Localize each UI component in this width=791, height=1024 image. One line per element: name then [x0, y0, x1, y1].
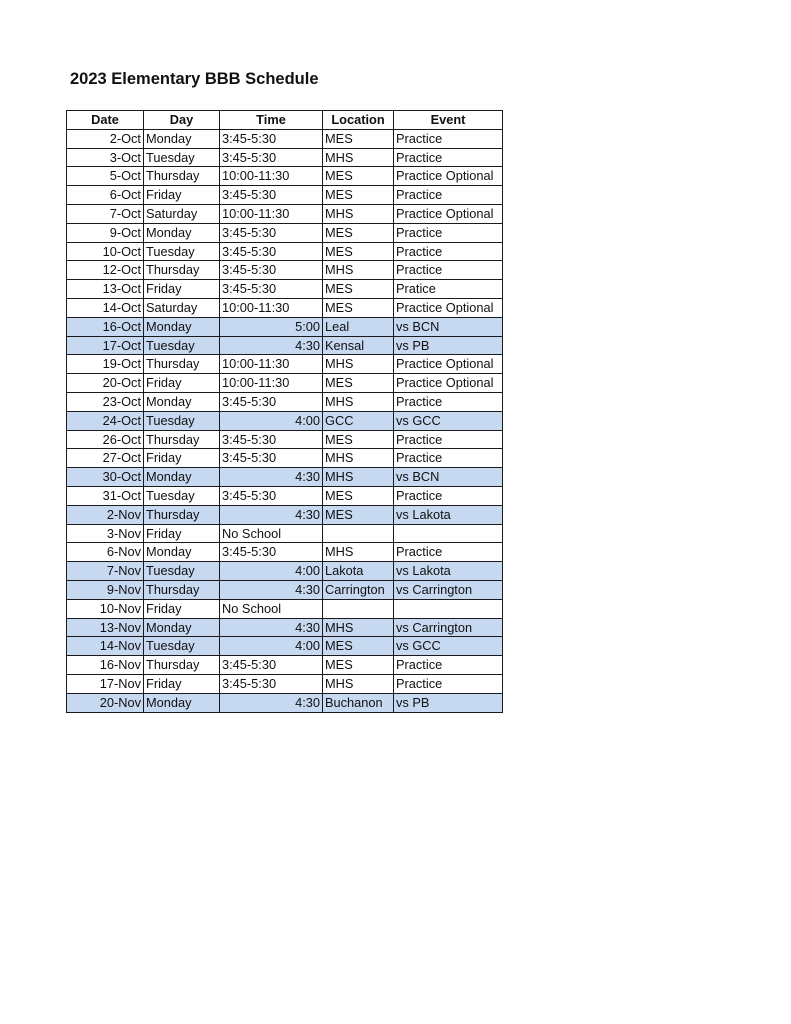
cell-date: 9-Nov [67, 580, 144, 599]
table-row [67, 186, 503, 205]
table-row [67, 167, 503, 186]
cell-date: 10-Oct [67, 242, 144, 261]
cell-event: Practice [394, 148, 503, 167]
cell-time: 3:45-5:30 [220, 242, 323, 261]
cell-event: vs GCC [394, 637, 503, 656]
cell-day: Thursday [144, 355, 220, 374]
cell-location: Lakota [323, 562, 394, 581]
cell-location: MHS [323, 261, 394, 280]
cell-time: 4:30 [220, 505, 323, 524]
cell-event: Practice [394, 242, 503, 261]
cell-location: MES [323, 280, 394, 299]
cell-time: 10:00-11:30 [220, 167, 323, 186]
cell-date: 13-Oct [67, 280, 144, 299]
cell-event: vs Carrington [394, 618, 503, 637]
cell-location: GCC [323, 411, 394, 430]
table-row [67, 261, 503, 280]
cell-location: Buchanon [323, 693, 394, 712]
cell-date: 5-Oct [67, 167, 144, 186]
cell-date: 6-Nov [67, 543, 144, 562]
table-row [67, 468, 503, 487]
cell-event: vs BCN [394, 317, 503, 336]
header-day: Day [144, 111, 220, 130]
cell-event: vs GCC [394, 411, 503, 430]
cell-location: MHS [323, 618, 394, 637]
cell-time: 3:45-5:30 [220, 543, 323, 562]
table-row [67, 693, 503, 712]
cell-time: 3:45-5:30 [220, 148, 323, 167]
cell-time: 4:00 [220, 562, 323, 581]
cell-event: Practice [394, 543, 503, 562]
table-row [67, 148, 503, 167]
cell-date: 7-Oct [67, 204, 144, 223]
table-header [67, 111, 503, 130]
cell-day: Thursday [144, 505, 220, 524]
cell-time: 4:30 [220, 468, 323, 487]
cell-day: Friday [144, 280, 220, 299]
cell-location: MES [323, 167, 394, 186]
cell-date: 30-Oct [67, 468, 144, 487]
cell-date: 9-Oct [67, 223, 144, 242]
table-body [67, 129, 503, 712]
cell-event: Practice Optional [394, 298, 503, 317]
cell-location: MHS [323, 449, 394, 468]
cell-date: 7-Nov [67, 562, 144, 581]
table-row [67, 242, 503, 261]
cell-date: 16-Oct [67, 317, 144, 336]
table-row [67, 674, 503, 693]
table-row [67, 411, 503, 430]
header-event: Event [394, 111, 503, 130]
cell-date: 16-Nov [67, 656, 144, 675]
cell-event: Practice [394, 656, 503, 675]
cell-location: Carrington [323, 580, 394, 599]
cell-time: 10:00-11:30 [220, 374, 323, 393]
cell-event: vs Lakota [394, 562, 503, 581]
cell-location: Kensal [323, 336, 394, 355]
cell-day: Saturday [144, 298, 220, 317]
cell-day: Thursday [144, 656, 220, 675]
cell-event: Practice Optional [394, 374, 503, 393]
cell-day: Friday [144, 524, 220, 543]
cell-event: Practice [394, 261, 503, 280]
cell-time: 4:00 [220, 637, 323, 656]
cell-day: Tuesday [144, 336, 220, 355]
cell-date: 20-Oct [67, 374, 144, 393]
cell-time: 3:45-5:30 [220, 449, 323, 468]
cell-date: 19-Oct [67, 355, 144, 374]
table-row [67, 562, 503, 581]
cell-event: Practice [394, 129, 503, 148]
cell-time: 3:45-5:30 [220, 486, 323, 505]
table-row [67, 392, 503, 411]
cell-location: MHS [323, 392, 394, 411]
cell-date: 31-Oct [67, 486, 144, 505]
cell-event: Practice [394, 186, 503, 205]
cell-date: 27-Oct [67, 449, 144, 468]
cell-date: 17-Nov [67, 674, 144, 693]
table-row [67, 336, 503, 355]
cell-day: Monday [144, 317, 220, 336]
cell-date: 13-Nov [67, 618, 144, 637]
cell-event: Practice Optional [394, 167, 503, 186]
cell-time: 5:00 [220, 317, 323, 336]
cell-time: 3:45-5:30 [220, 392, 323, 411]
cell-date: 3-Oct [67, 148, 144, 167]
cell-time: 4:00 [220, 411, 323, 430]
cell-event: Practice [394, 430, 503, 449]
cell-event: Practice Optional [394, 204, 503, 223]
table-row [67, 374, 503, 393]
cell-event: vs PB [394, 693, 503, 712]
cell-day: Tuesday [144, 486, 220, 505]
cell-day: Tuesday [144, 637, 220, 656]
table-row [67, 618, 503, 637]
table-row [67, 204, 503, 223]
cell-event: vs Carrington [394, 580, 503, 599]
cell-event [394, 524, 503, 543]
cell-location: MES [323, 186, 394, 205]
table-row [67, 298, 503, 317]
cell-time: 10:00-11:30 [220, 204, 323, 223]
table-row [67, 449, 503, 468]
cell-time: No School [220, 524, 323, 543]
cell-day: Tuesday [144, 148, 220, 167]
cell-time: 4:30 [220, 618, 323, 637]
cell-time: 3:45-5:30 [220, 129, 323, 148]
cell-event: Practice [394, 674, 503, 693]
table-row [67, 656, 503, 675]
cell-date: 17-Oct [67, 336, 144, 355]
header-row [67, 111, 503, 130]
table-row [67, 599, 503, 618]
cell-time: 3:45-5:30 [220, 261, 323, 280]
cell-day: Friday [144, 449, 220, 468]
table-row [67, 524, 503, 543]
cell-day: Thursday [144, 167, 220, 186]
cell-time: 4:30 [220, 693, 323, 712]
cell-day: Tuesday [144, 562, 220, 581]
cell-day: Monday [144, 543, 220, 562]
cell-location: MHS [323, 355, 394, 374]
cell-location: MES [323, 656, 394, 675]
cell-time: 10:00-11:30 [220, 298, 323, 317]
cell-time: 3:45-5:30 [220, 223, 323, 242]
cell-day: Tuesday [144, 242, 220, 261]
cell-location: Leal [323, 317, 394, 336]
cell-event: Practice [394, 449, 503, 468]
header-time: Time [220, 111, 323, 130]
cell-date: 10-Nov [67, 599, 144, 618]
cell-event: Pratice [394, 280, 503, 299]
cell-location: MHS [323, 148, 394, 167]
cell-date: 2-Oct [67, 129, 144, 148]
cell-location: MES [323, 505, 394, 524]
cell-time: 3:45-5:30 [220, 280, 323, 299]
cell-time: 4:30 [220, 336, 323, 355]
cell-time: 3:45-5:30 [220, 186, 323, 205]
cell-event: Practice [394, 392, 503, 411]
cell-day: Thursday [144, 580, 220, 599]
cell-date: 12-Oct [67, 261, 144, 280]
cell-date: 14-Nov [67, 637, 144, 656]
cell-day: Tuesday [144, 411, 220, 430]
cell-day: Monday [144, 693, 220, 712]
table-row [67, 280, 503, 299]
page-title: 2023 Elementary BBB Schedule [70, 70, 319, 88]
table-row [67, 223, 503, 242]
cell-time: 4:30 [220, 580, 323, 599]
table-row [67, 355, 503, 374]
cell-location: MES [323, 242, 394, 261]
cell-day: Monday [144, 468, 220, 487]
cell-date: 3-Nov [67, 524, 144, 543]
cell-day: Monday [144, 618, 220, 637]
table-row [67, 129, 503, 148]
cell-location: MES [323, 486, 394, 505]
table-row [67, 543, 503, 562]
cell-date: 23-Oct [67, 392, 144, 411]
cell-day: Friday [144, 186, 220, 205]
cell-event: Practice [394, 486, 503, 505]
cell-time: 3:45-5:30 [220, 674, 323, 693]
table-row [67, 637, 503, 656]
cell-day: Thursday [144, 430, 220, 449]
table-row [67, 505, 503, 524]
header-location: Location [323, 111, 394, 130]
cell-event: vs Lakota [394, 505, 503, 524]
cell-location: MES [323, 430, 394, 449]
cell-location: MHS [323, 543, 394, 562]
cell-location [323, 524, 394, 543]
cell-location: MES [323, 223, 394, 242]
cell-event: vs PB [394, 336, 503, 355]
table-row [67, 317, 503, 336]
cell-day: Monday [144, 223, 220, 242]
cell-time: 10:00-11:30 [220, 355, 323, 374]
cell-day: Friday [144, 674, 220, 693]
cell-time: 3:45-5:30 [220, 656, 323, 675]
cell-location: MES [323, 374, 394, 393]
table-row [67, 430, 503, 449]
cell-day: Saturday [144, 204, 220, 223]
table-row [67, 580, 503, 599]
cell-event: Practice [394, 223, 503, 242]
header-date: Date [67, 111, 144, 130]
cell-location: MHS [323, 674, 394, 693]
cell-event: vs BCN [394, 468, 503, 487]
cell-date: 14-Oct [67, 298, 144, 317]
cell-date: 24-Oct [67, 411, 144, 430]
cell-location: MES [323, 129, 394, 148]
cell-location: MES [323, 637, 394, 656]
schedule-table [66, 110, 503, 713]
cell-event [394, 599, 503, 618]
cell-location [323, 599, 394, 618]
cell-day: Thursday [144, 261, 220, 280]
cell-date: 26-Oct [67, 430, 144, 449]
cell-location: MHS [323, 468, 394, 487]
cell-location: MHS [323, 204, 394, 223]
cell-time: No School [220, 599, 323, 618]
cell-date: 20-Nov [67, 693, 144, 712]
cell-day: Monday [144, 392, 220, 411]
cell-date: 2-Nov [67, 505, 144, 524]
cell-event: Practice Optional [394, 355, 503, 374]
cell-location: MES [323, 298, 394, 317]
cell-day: Friday [144, 599, 220, 618]
table-row [67, 486, 503, 505]
cell-day: Monday [144, 129, 220, 148]
cell-day: Friday [144, 374, 220, 393]
cell-time: 3:45-5:30 [220, 430, 323, 449]
cell-date: 6-Oct [67, 186, 144, 205]
